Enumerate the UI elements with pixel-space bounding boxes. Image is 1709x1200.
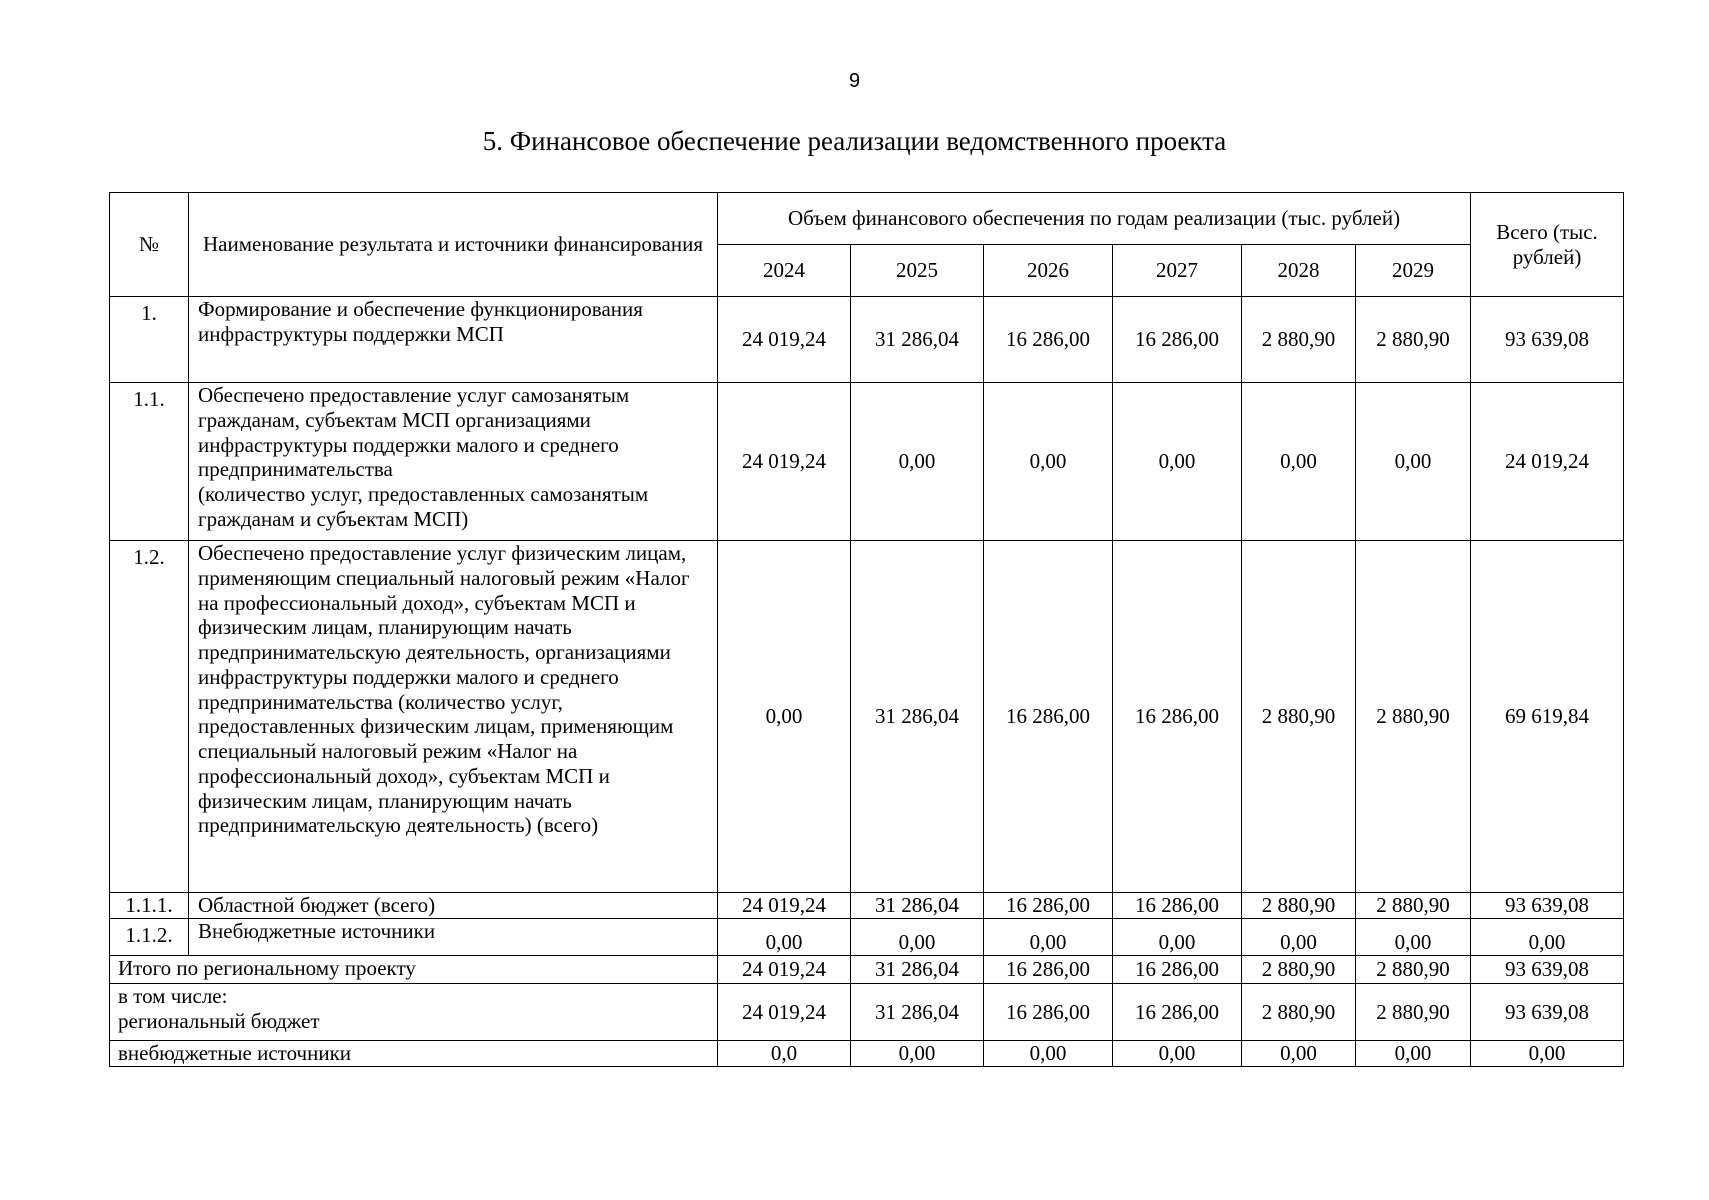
row-value: 0,00	[1356, 383, 1471, 541]
row-value: 16 286,00	[984, 893, 1113, 919]
row-value: 16 286,00	[984, 297, 1113, 383]
summary-sublabel: региональный бюджет	[118, 1008, 320, 1033]
summary-label: Итого по региональному проекту	[110, 956, 718, 984]
summary-label-cell	[110, 984, 718, 1041]
summary-value: 0,0	[718, 1041, 851, 1067]
section-title: 5. Финансовое обеспечение реализации ведомственного проекта	[482, 126, 1227, 156]
row-total: 93 639,08	[1471, 893, 1624, 919]
summary-value: 2 880,90	[1356, 956, 1471, 984]
header-year: 2026	[984, 245, 1113, 297]
row-value: 2 880,90	[1356, 893, 1471, 919]
header-num: №	[110, 193, 189, 297]
row-value: 16 286,00	[1113, 893, 1242, 919]
summary-value: 31 286,04	[851, 956, 984, 984]
row-value: 2 880,90	[1356, 297, 1471, 383]
row-value: 24 019,24	[718, 893, 851, 919]
summary-value: 24 019,24	[718, 956, 851, 984]
row-value: 0,00	[1113, 383, 1242, 541]
header-year: 2028	[1242, 245, 1356, 297]
summary-value: 2 880,90	[1356, 984, 1471, 1041]
row-value: 16 286,00	[1113, 541, 1242, 893]
row-name: Обеспечено предоставление услуг физическим лицам, применяющим специальный налоговый режим «Налог на профессиональный доход», субъектам МСП и физическим лицам, планирующим начать предпринимательскую деятельность, организациями инфраструктуры поддержки малого и среднего предпринимательства (количество услуг, предоставленных физическим лицам, применяющим специальный налоговый режим «Налог на профессиональный доход», субъектам МСП и физическим лицам, планирующим начать предпринимательскую деятельность) (всего)	[189, 541, 718, 893]
row-value: 0,00	[1242, 919, 1356, 956]
summary-value: 16 286,00	[984, 956, 1113, 984]
table-row	[110, 919, 1624, 956]
row-value: 2 880,90	[1242, 297, 1356, 383]
header-year: 2024	[718, 245, 851, 297]
row-total: 69 619,84	[1471, 541, 1624, 893]
summary-total: 93 639,08	[1471, 984, 1624, 1041]
row-name-cell	[189, 383, 718, 541]
table-row	[110, 297, 1624, 383]
row-number: 1.	[110, 297, 189, 383]
header-volume: Объем финансового обеспечения по годам реализации (тыс. рублей)	[718, 193, 1471, 245]
row-value: 0,00	[984, 383, 1113, 541]
row-total: 0,00	[1471, 919, 1624, 956]
row-value: 31 286,04	[851, 541, 984, 893]
summary-value: 0,00	[1242, 1041, 1356, 1067]
header-year: 2025	[851, 245, 984, 297]
row-value: 31 286,04	[851, 893, 984, 919]
row-value: 0,00	[851, 383, 984, 541]
row-value: 0,00	[984, 919, 1113, 956]
row-value: 16 286,00	[1113, 297, 1242, 383]
summary-total: 93 639,08	[1471, 956, 1624, 984]
row-number: 1.1.2.	[110, 919, 189, 956]
header-year: 2027	[1113, 245, 1242, 297]
row-value: 31 286,04	[851, 297, 984, 383]
summary-label: внебюджетные источники	[110, 1041, 718, 1067]
summary-value: 16 286,00	[1113, 956, 1242, 984]
summary-total: 0,00	[1471, 1041, 1624, 1067]
row-value: 24 019,24	[718, 383, 851, 541]
summary-value: 2 880,90	[1242, 984, 1356, 1041]
row-name-note: (количество услуг, предоставленных самозанятым гражданам и субъектам МСП)	[198, 482, 649, 531]
header-total: Всего (тыс. рублей)	[1471, 193, 1624, 297]
row-value: 2 880,90	[1242, 893, 1356, 919]
summary-value: 0,00	[984, 1041, 1113, 1067]
table-row	[110, 541, 1624, 893]
row-total: 93 639,08	[1471, 297, 1624, 383]
row-number: 1.2.	[110, 541, 189, 893]
summary-value: 2 880,90	[1242, 956, 1356, 984]
table-row	[110, 893, 1624, 919]
row-value: 24 019,24	[718, 297, 851, 383]
header-row	[110, 193, 1624, 245]
row-value: 0,00	[1356, 919, 1471, 956]
summary-value: 0,00	[1356, 1041, 1471, 1067]
row-value: 2 880,90	[1356, 541, 1471, 893]
summary-value: 16 286,00	[984, 984, 1113, 1041]
table-row	[110, 383, 1624, 541]
financing-table	[109, 192, 1624, 1067]
row-value: 0,00	[1242, 383, 1356, 541]
row-value: 2 880,90	[1242, 541, 1356, 893]
row-number: 1.1.	[110, 383, 189, 541]
header-year: 2029	[1356, 245, 1471, 297]
row-number: 1.1.1.	[110, 893, 189, 919]
summary-row	[110, 984, 1624, 1041]
row-total: 24 019,24	[1471, 383, 1624, 541]
row-value: 0,00	[1113, 919, 1242, 956]
page-number: 9	[848, 70, 861, 92]
row-value: 0,00	[851, 919, 984, 956]
summary-label: в том числе:	[118, 984, 228, 1008]
row-name: Областной бюджет (всего)	[189, 893, 718, 919]
row-name: Формирование и обеспечение функционирования инфраструктуры поддержки МСП	[189, 297, 718, 383]
summary-value: 0,00	[851, 1041, 984, 1067]
row-value: 0,00	[718, 919, 851, 956]
row-value: 16 286,00	[984, 541, 1113, 893]
summary-value: 31 286,04	[851, 984, 984, 1041]
summary-value: 0,00	[1113, 1041, 1242, 1067]
summary-row	[110, 1041, 1624, 1067]
summary-value: 24 019,24	[718, 984, 851, 1041]
row-value: 0,00	[718, 541, 851, 893]
header-name: Наименование результата и источники финансирования	[189, 193, 718, 297]
summary-value: 16 286,00	[1113, 984, 1242, 1041]
row-name: Обеспечено предоставление услуг самозанятым гражданам, субъектам МСП организациями инфраструктуры поддержки малого и среднего предпринимательства	[198, 383, 630, 482]
row-name: Внебюджетные источники	[189, 919, 718, 956]
summary-row	[110, 956, 1624, 984]
